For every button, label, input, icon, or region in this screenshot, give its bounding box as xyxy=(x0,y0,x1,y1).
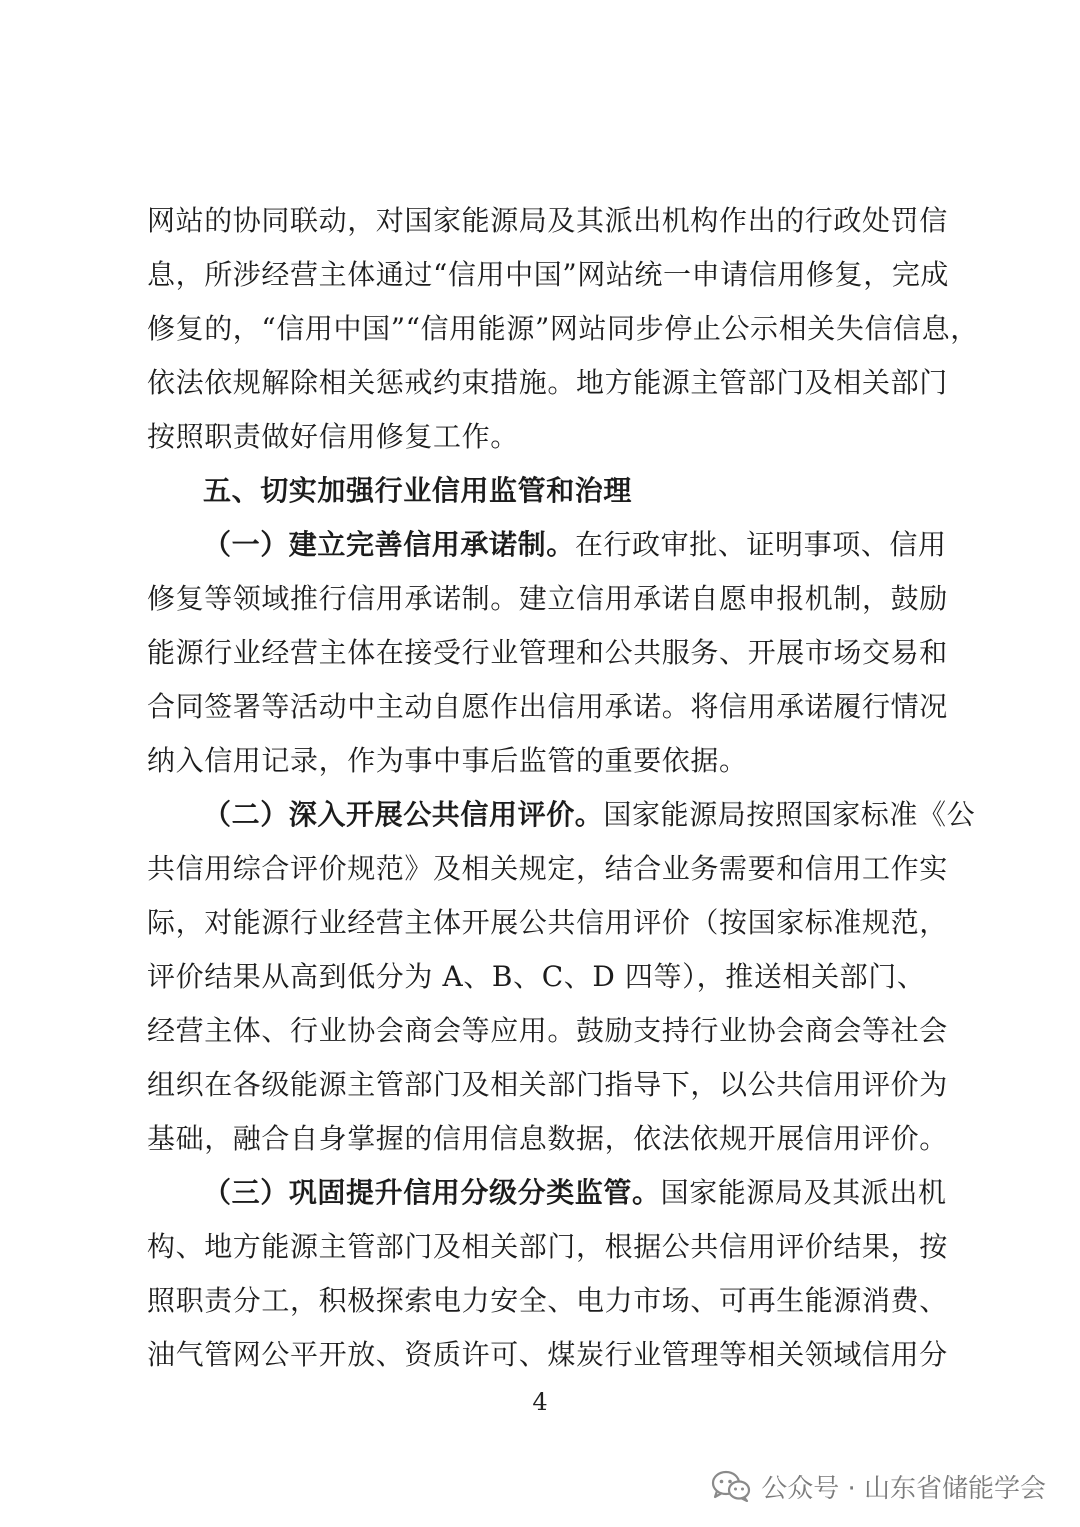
item-1-first-line xyxy=(203,529,1003,561)
paragraph-line: 纳入信用记录，作为事中事后监管的重要依据。 xyxy=(147,744,748,777)
page-number: 4 xyxy=(532,1388,548,1416)
paragraph-line: 能源行业经营主体在接受行业管理和公共服务、开展市场交易和 xyxy=(147,636,948,669)
item-3-first-line xyxy=(203,1177,1003,1209)
item-2-first-line xyxy=(203,799,1003,831)
paragraph-line: 油气管网公平开放、资质许可、煤炭行业管理等相关领域信用分 xyxy=(147,1338,948,1371)
paragraph-line: 照职责分工，积极探索电力安全、电力市场、可再生能源消费、 xyxy=(147,1284,948,1317)
item-3-lead: （三）巩固提升信用分级分类监管。 xyxy=(203,1176,661,1209)
item-3-first-rest: 国家能源局及其派出机 xyxy=(660,1176,947,1209)
paragraph-line: 合同签署等活动中主动自愿作出信用承诺。将信用承诺履行情况 xyxy=(147,690,948,723)
item-2-first-rest: 国家能源局按照国家标准《公 xyxy=(603,798,976,831)
paragraph-line: 息，所涉经营主体通过“信用中国”网站统一申请信用修复，完成 xyxy=(147,258,950,291)
wechat-icon xyxy=(711,1470,751,1502)
item-1-first-rest: 在行政审批、证明事项、信用 xyxy=(574,528,947,561)
paragraph-line: 评价结果从高到低分为 A、B、C、D 四等），推送相关部门、 xyxy=(147,960,926,993)
paragraph-line: 修复等领域推行信用承诺制。建立信用承诺自愿申报机制，鼓励 xyxy=(147,582,948,615)
watermark-text: 公众号 · 山东省储能学会 xyxy=(761,1473,1046,1504)
item-1-lead: （一）建立完善信用承诺制。 xyxy=(203,528,575,561)
paragraph-line: 按照职责做好信用修复工作。 xyxy=(147,420,519,453)
watermark xyxy=(711,1466,1046,1506)
paragraph-line: 依法依规解除相关惩戒约束措施。地方能源主管部门及相关部门 xyxy=(147,366,948,399)
paragraph-line: 基础，融合自身掌握的信用信息数据，依法依规开展信用评价。 xyxy=(147,1122,948,1155)
paragraph-line: 构、地方能源主管部门及相关部门，根据公共信用评价结果，按 xyxy=(147,1230,948,1263)
paragraph-line: 际，对能源行业经营主体开展公共信用评价（按国家标准规范， xyxy=(147,906,948,939)
paragraph-line: 经营主体、行业协会商会等应用。鼓励支持行业协会商会等社会 xyxy=(147,1014,948,1047)
section-heading: 五、切实加强行业信用监管和治理 xyxy=(203,474,633,507)
paragraph-line: 网站的协同联动，对国家能源局及其派出机构作出的行政处罚信 xyxy=(147,204,948,237)
paragraph-line: 共信用综合评价规范》及相关规定，结合业务需要和信用工作实 xyxy=(147,852,948,885)
paragraph-line: 修复的，“信用中国”“信用能源”网站同步停止公示相关失信信息， xyxy=(147,312,979,345)
item-2-lead: （二）深入开展公共信用评价。 xyxy=(203,798,604,831)
paragraph-line: 组织在各级能源主管部门及相关部门指导下，以公共信用评价为 xyxy=(147,1068,948,1101)
